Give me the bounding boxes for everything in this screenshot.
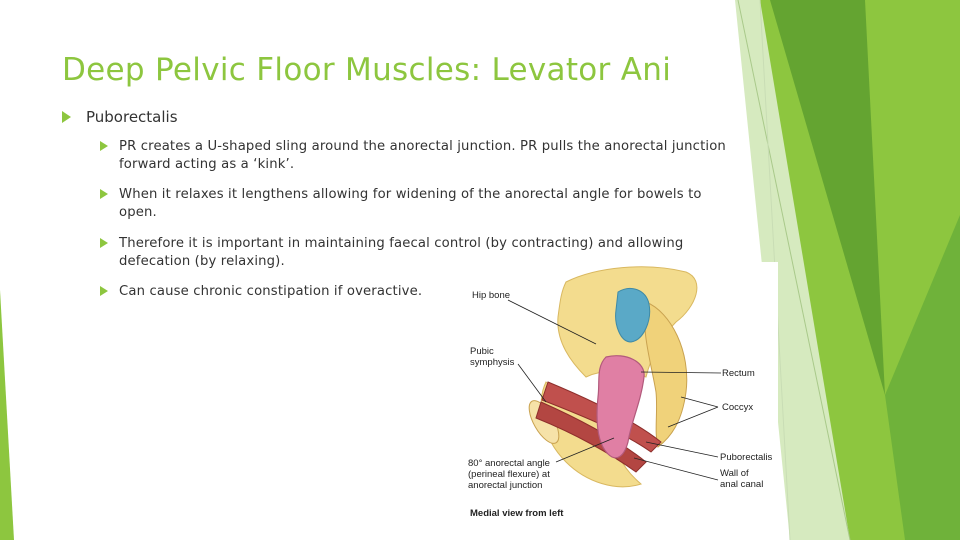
anatomy-figure bbox=[446, 262, 778, 522]
label-puborectalis: Puborectalis bbox=[720, 452, 773, 463]
label-pubic-symphysis-2: symphysis bbox=[470, 357, 515, 368]
slide-title: Deep Pelvic Floor Muscles: Levator Ani bbox=[62, 52, 672, 88]
label-hip-bone: Hip bone bbox=[472, 290, 511, 301]
sub-bullet-text: When it relaxes it lengthens allowing for widening of the anorectal angle for bowels to open. bbox=[119, 187, 702, 220]
label-coccyx: Coccyx bbox=[722, 402, 754, 413]
label-wall-1: Wall of bbox=[720, 468, 749, 479]
sub-bullet-text: Therefore it is important in maintaining faecal control (by contracting) and allowing defecation (by relaxing). bbox=[119, 236, 684, 269]
label-pubic-symphysis-1: Pubic bbox=[470, 346, 494, 357]
bullet-arrow-icon bbox=[100, 286, 108, 296]
sub-bullet-text: PR creates a U-shaped sling around the anorectal junction. PR pulls the anorectal junction forward acting as a ‘kink’. bbox=[119, 139, 726, 172]
leader-puborectalis bbox=[646, 442, 718, 457]
label-wall-2: anal canal bbox=[720, 479, 764, 490]
sub-bullet-text: Can cause chronic constipation if overactive. bbox=[119, 284, 423, 299]
sub-bullet bbox=[100, 186, 730, 222]
left-green-sliver bbox=[0, 290, 14, 540]
coccyx-shape bbox=[645, 302, 687, 447]
leader-coccyx-1 bbox=[681, 397, 718, 407]
leader-pubic bbox=[518, 364, 546, 402]
figure-caption: Medial view from left bbox=[470, 508, 564, 519]
label-angle-3: anorectal junction bbox=[468, 480, 543, 491]
label-angle-1: 80° anorectal angle bbox=[468, 458, 550, 469]
bullet-arrow-icon bbox=[62, 111, 71, 123]
bullet-arrow-icon bbox=[100, 238, 108, 248]
bullet-level1-text: Puborectalis bbox=[86, 108, 178, 126]
label-rectum: Rectum bbox=[722, 368, 755, 379]
bullet-arrow-icon bbox=[100, 189, 108, 199]
sub-bullet bbox=[100, 138, 730, 174]
bullet-level1 bbox=[62, 108, 178, 126]
label-angle-2: (perineal flexure) at bbox=[468, 469, 550, 480]
bullet-arrow-icon bbox=[100, 141, 108, 151]
leader-wall bbox=[634, 458, 718, 480]
